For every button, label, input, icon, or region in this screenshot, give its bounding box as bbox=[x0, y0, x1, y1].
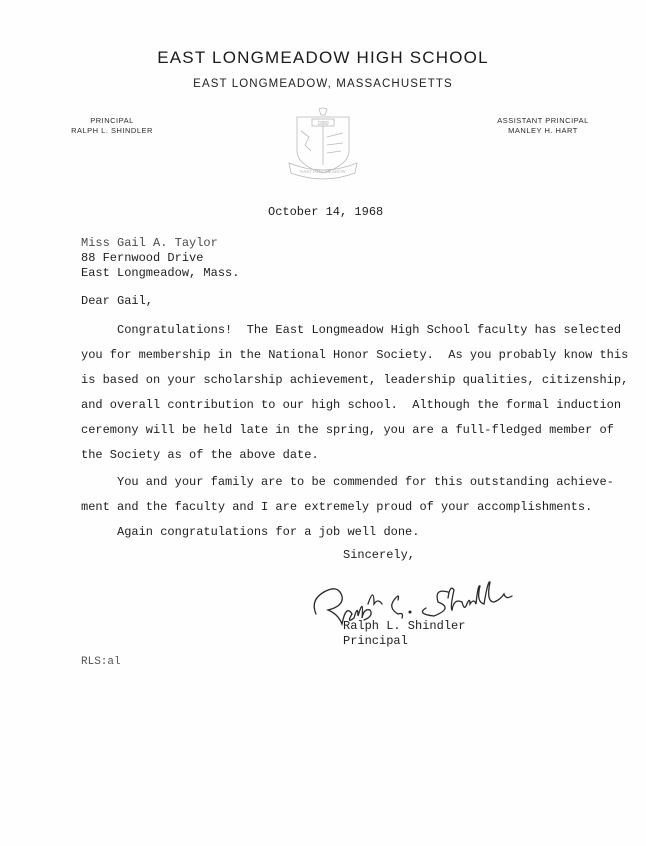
body-line: the Society as of the above date. bbox=[81, 448, 319, 462]
signer-title: Principal bbox=[343, 634, 408, 648]
recipient-city: East Longmeadow, Mass. bbox=[81, 266, 240, 280]
body-line: ceremony will be held late in the spring, you are a full-fledged member of bbox=[81, 423, 614, 437]
body-line: You and your family are to be commended for this outstanding achieve- bbox=[81, 475, 614, 489]
assistant-principal-name: MANLEY H. HART bbox=[508, 126, 578, 135]
body-line: is based on your scholarship achievement, leadership qualities, citizenship, bbox=[81, 373, 629, 387]
seal-year: 1880 bbox=[317, 121, 329, 127]
body-line: ment and the faculty and I are extremely proud of your accomplishments. bbox=[81, 500, 593, 514]
assistant-principal-title: ASSISTANT PRINCIPAL bbox=[497, 116, 589, 125]
principal-name: RALPH L. SHINDLER bbox=[71, 126, 153, 135]
letter-date: October 14, 1968 bbox=[268, 205, 384, 219]
body-line: you for membership in the National Honor Society. As you probably know this bbox=[81, 348, 629, 362]
principal-block bbox=[47, 116, 177, 136]
body-line: and overall contribution to our high school. Although the formal induction bbox=[81, 398, 622, 412]
seal-banner: EAST LONGMEADOW bbox=[300, 169, 346, 174]
body-line: Congratulations! The East Longmeadow High School faculty has selected bbox=[81, 323, 622, 337]
principal-title: PRINCIPAL bbox=[90, 116, 134, 125]
recipient-street: 88 Fernwood Drive bbox=[81, 251, 204, 265]
signer-name: Ralph L. Shindler bbox=[343, 619, 466, 633]
school-name: EAST LONGMEADOW HIGH SCHOOL bbox=[157, 48, 489, 67]
closing: Sincerely, bbox=[343, 548, 416, 562]
recipient-name: Miss Gail A. Taylor bbox=[81, 236, 218, 250]
body-line: Again congratulations for a job well done. bbox=[81, 525, 420, 539]
reference-initials: RLS:al bbox=[81, 656, 121, 668]
school-seal-icon bbox=[283, 107, 363, 185]
salutation: Dear Gail, bbox=[81, 294, 154, 308]
school-location: EAST LONGMEADOW, MASSACHUSETTS bbox=[193, 78, 453, 90]
assistant-principal-block bbox=[478, 116, 608, 136]
